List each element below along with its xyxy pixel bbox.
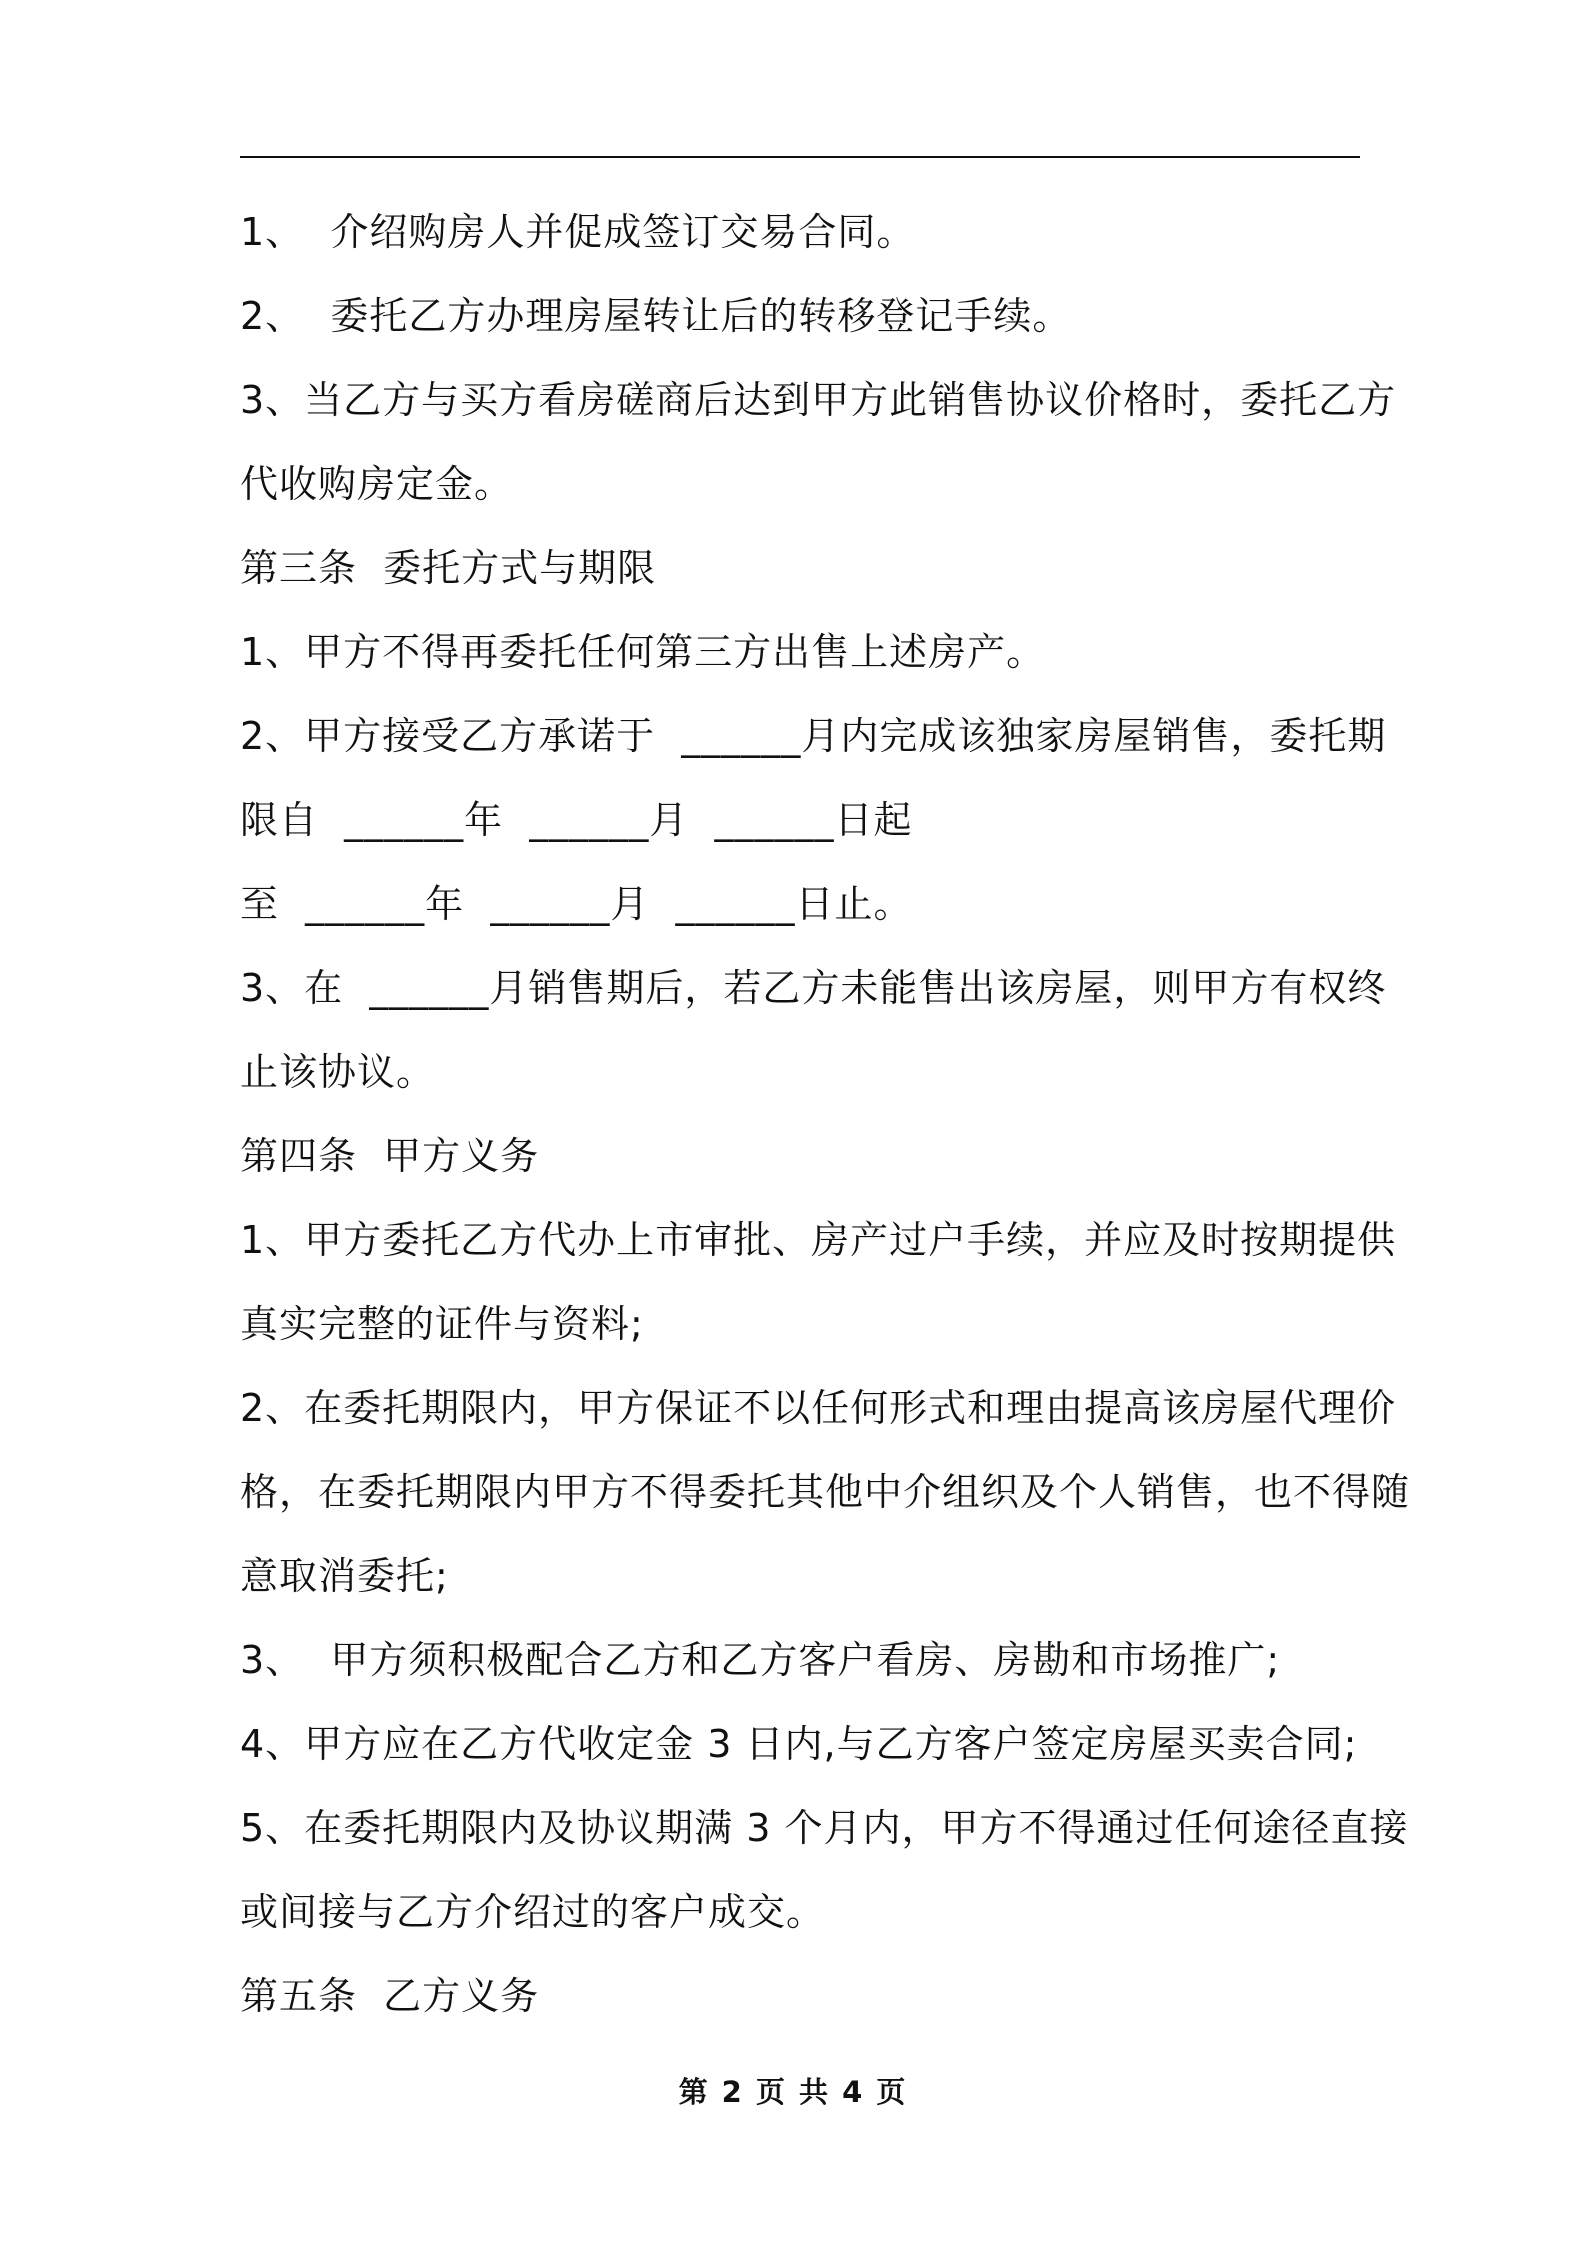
text-line: 止该协议。 [240,1050,436,1094]
text-line: 1、甲方委托乙方代办上市审批、房产过户手续，并应及时按期提供 [240,1218,1397,1262]
text-line: 1、甲方不得再委托任何第三方出售上述房产。 [240,630,1046,674]
text-line: 或间接与乙方介绍过的客户成交。 [240,1890,826,1934]
text-line: 意取消委托; [240,1554,449,1598]
section-heading: 第三条 委托方式与期限 [240,546,657,590]
text-line: 格，在委托期限内甲方不得委托其他中介组织及个人销售，也不得随 [240,1470,1411,1514]
text-line: 至 ______年 ______月 ______日止。 [240,882,913,926]
section-heading: 第四条 甲方义务 [240,1134,540,1178]
section-heading: 第五条 乙方义务 [240,1974,540,2018]
text-line: 3、 甲方须积极配合乙方和乙方客户看房、房勘和市场推广; [240,1638,1281,1682]
text-line: 3、在 ______月销售期后，若乙方未能售出该房屋，则甲方有权终 [240,966,1387,1010]
header-rule [240,156,1360,158]
page-number-footer: 第 2 页 共 4 页 [678,2075,908,2109]
text-line: 2、在委托期限内，甲方保证不以任何形式和理由提高该房屋代理价 [240,1386,1397,1430]
text-line: 2、 委托乙方办理房屋转让后的转移登记手续。 [240,294,1072,338]
body-text [240,190,1411,2038]
text-line: 4、甲方应在乙方代收定金 3 日内,与乙方客户签定房屋买卖合同; [240,1722,1358,1766]
text-line: 3、当乙方与买方看房磋商后达到甲方此销售协议价格时，委托乙方 [240,378,1397,422]
text-line: 5、在委托期限内及协议期满 3 个月内，甲方不得通过任何途径直接 [240,1806,1409,1850]
text-line: 真实完整的证件与资料; [240,1302,644,1346]
text-line: 代收购房定金。 [240,462,514,506]
text-line: 1、 介绍购房人并促成签订交易合同。 [240,210,916,254]
text-line: 2、甲方接受乙方承诺于 ______月内完成该独家房屋销售，委托期 [240,714,1387,758]
text-line: 限自 ______年 ______月 ______日起 [240,798,913,842]
